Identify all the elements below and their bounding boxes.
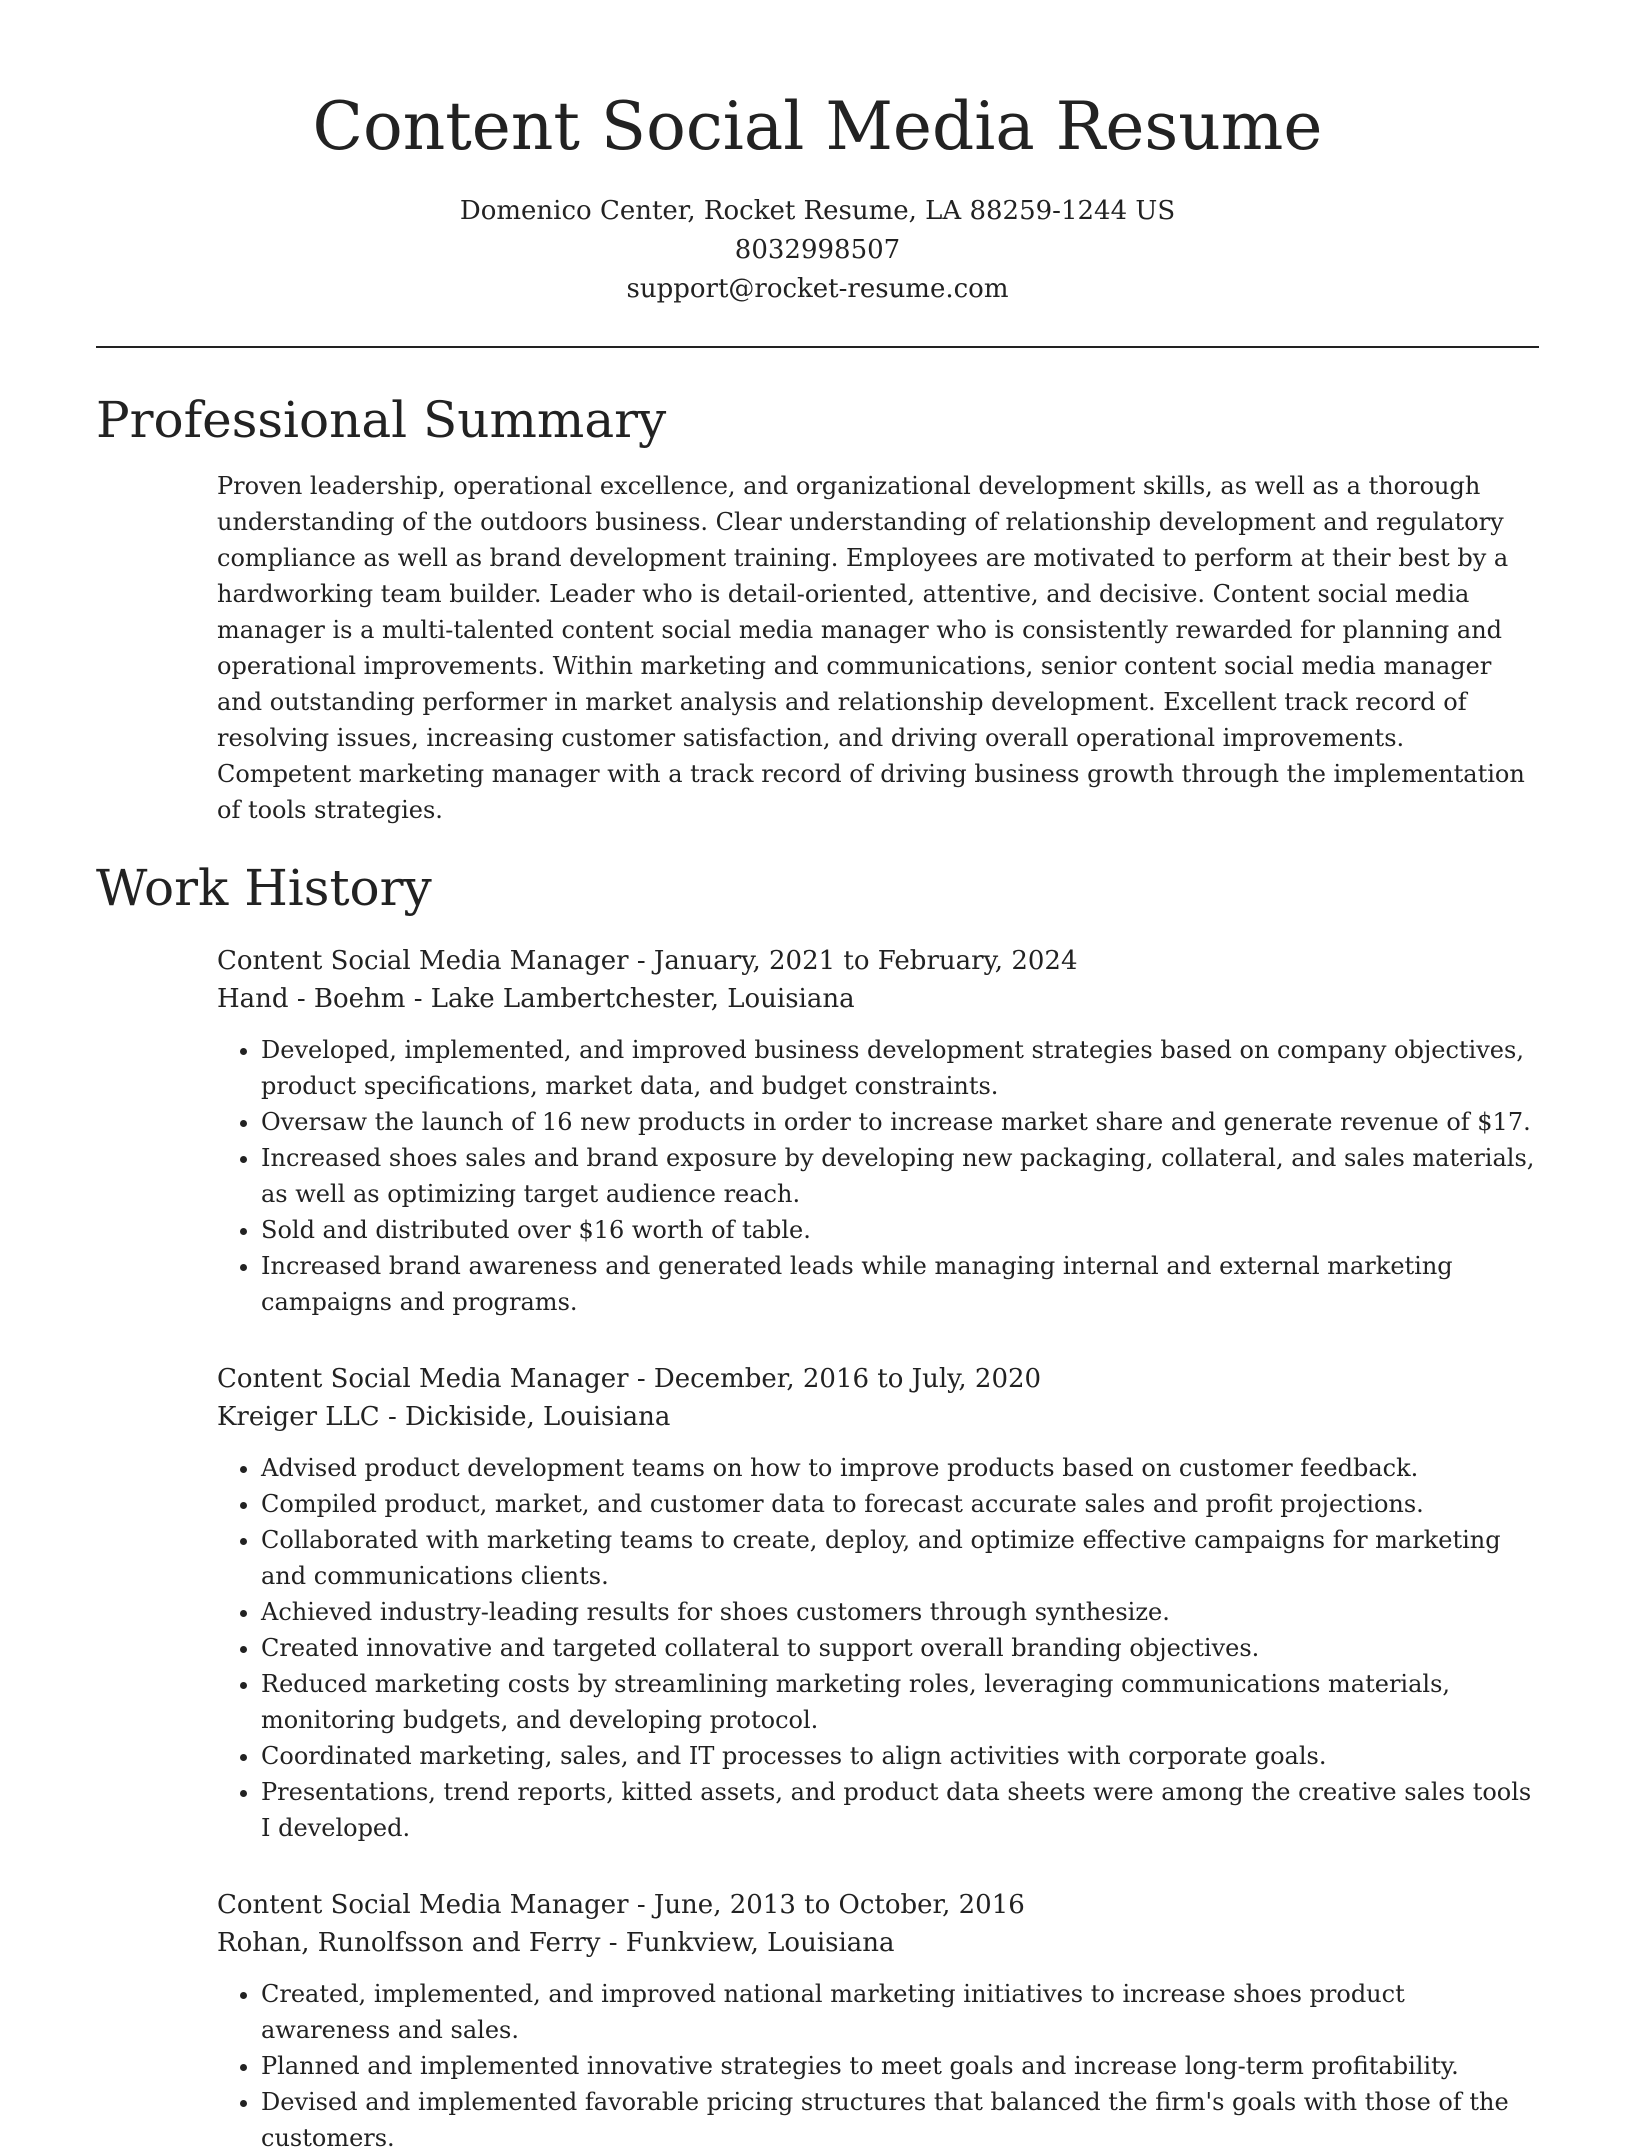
contact-block: [96, 192, 1539, 309]
header-divider: [96, 346, 1539, 348]
job-title-line: [217, 1886, 1539, 1924]
job-title-line: [217, 942, 1539, 980]
job-title: Content Social Media Manager: [217, 946, 629, 976]
job-bullet: • Devised and implemented favorable pricing structures that balanced the firm's goals with those of the customers.: [261, 2084, 1539, 2156]
job-bullet: • Compiled product, market, and customer data to forecast accurate sales and profit projections.: [261, 1486, 1539, 1522]
job-entry: [217, 1360, 1539, 1846]
resume-page: [96, 0, 1539, 2156]
job-bullet: • Created innovative and targeted collateral to support overall branding objectives.: [261, 1630, 1539, 1666]
summary-heading: Professional Summary: [96, 391, 667, 449]
job-location: - Funkview, Louisiana: [600, 1928, 895, 1958]
job-bullet: • Oversaw the launch of 16 new products in order to increase market share and generate revenue of $17.: [261, 1104, 1539, 1140]
job-entry: [217, 1886, 1539, 2156]
job-bullet: • Increased shoes sales and brand exposure by developing new packaging, collateral, and sales materials, as well as optimizing target audience reach.: [261, 1140, 1539, 1212]
job-bullet: • Reduced marketing costs by streamlining marketing roles, leveraging communications materials, monitoring budgets, and developing protocol.: [261, 1666, 1539, 1738]
contact-phone: 8032998507: [734, 235, 901, 265]
summary-text: Proven leadership, operational excellence, and organizational development skills, as well as a thorough understanding of the outdoors business. Clear understanding of relationship development and regulatory compliance as well as brand development training. Employees are motivated to perform at their best by a hardworking team builder. Leader who is detail-oriented, attentive, and decisive. Content social media manager is a multi-talented content social media manager who is consistently rewarded for planning and operational improvements. Within marketing and communications, senior content social media manager and outstanding performer in market analysis and relationship development. Excellent track record of resolving issues, increasing customer satisfaction, and driving overall operational improvements. Competent marketing manager with a track record of driving business growth through the implementation of tools strategies.: [217, 472, 1525, 824]
work-history-heading: Work History: [96, 859, 432, 917]
job-bullet: • Advised product development teams on how to improve products based on customer feedback.: [261, 1450, 1539, 1486]
job-entry: [217, 942, 1539, 1320]
job-company-line: [217, 980, 1539, 1018]
resume-title: Content Social Media Resume: [312, 88, 1323, 165]
job-company: Kreiger LLC: [217, 1402, 380, 1432]
job-company: Hand - Boehm: [217, 984, 406, 1014]
job-bullet: • Planned and implemented innovative strategies to meet goals and increase long-term profitability.: [261, 2048, 1539, 2084]
job-bullet: • Increased brand awareness and generated leads while managing internal and external marketing campaigns and programs.: [261, 1248, 1539, 1320]
contact-email: support@rocket-resume.com: [626, 274, 1009, 304]
job-title: Content Social Media Manager: [217, 1364, 629, 1394]
job-location: - Dickiside, Louisiana: [379, 1402, 671, 1432]
job-bullet: • Collaborated with marketing teams to create, deploy, and optimize effective campaigns for marketing and communications clients.: [261, 1522, 1539, 1594]
job-dates: - January, 2021 to February, 2024: [628, 946, 1078, 976]
job-bullet: • Developed, implemented, and improved business development strategies based on company objectives, product specifications, market data, and budget constraints.: [261, 1032, 1539, 1104]
job-bullet: • Created, implemented, and improved national marketing initiatives to increase shoes product awareness and sales.: [261, 1976, 1539, 2048]
job-bullets: [217, 1450, 1539, 1846]
job-dates: - December, 2016 to July, 2020: [628, 1364, 1042, 1394]
contact-address: Domenico Center, Rocket Resume, LA 88259-1244 US: [459, 196, 1176, 226]
job-bullets: [217, 1032, 1539, 1320]
job-bullets: [217, 1976, 1539, 2156]
job-company-line: [217, 1924, 1539, 1962]
job-dates: - June, 2013 to October, 2016: [628, 1890, 1025, 1920]
job-list: [217, 942, 1539, 2156]
job-title: Content Social Media Manager: [217, 1890, 629, 1920]
job-company: Rohan, Runolfsson and Ferry: [217, 1928, 601, 1958]
job-bullet: • Achieved industry-leading results for shoes customers through synthesize.: [261, 1594, 1539, 1630]
job-bullet: • Presentations, trend reports, kitted assets, and product data sheets were among the creative sales tools I developed.: [261, 1774, 1539, 1846]
job-location: - Lake Lambertchester, Louisiana: [405, 984, 855, 1014]
job-company-line: [217, 1398, 1539, 1436]
job-title-line: [217, 1360, 1539, 1398]
job-bullet: • Sold and distributed over $16 worth of table.: [261, 1212, 1539, 1248]
job-bullet: • Coordinated marketing, sales, and IT processes to align activities with corporate goals.: [261, 1738, 1539, 1774]
